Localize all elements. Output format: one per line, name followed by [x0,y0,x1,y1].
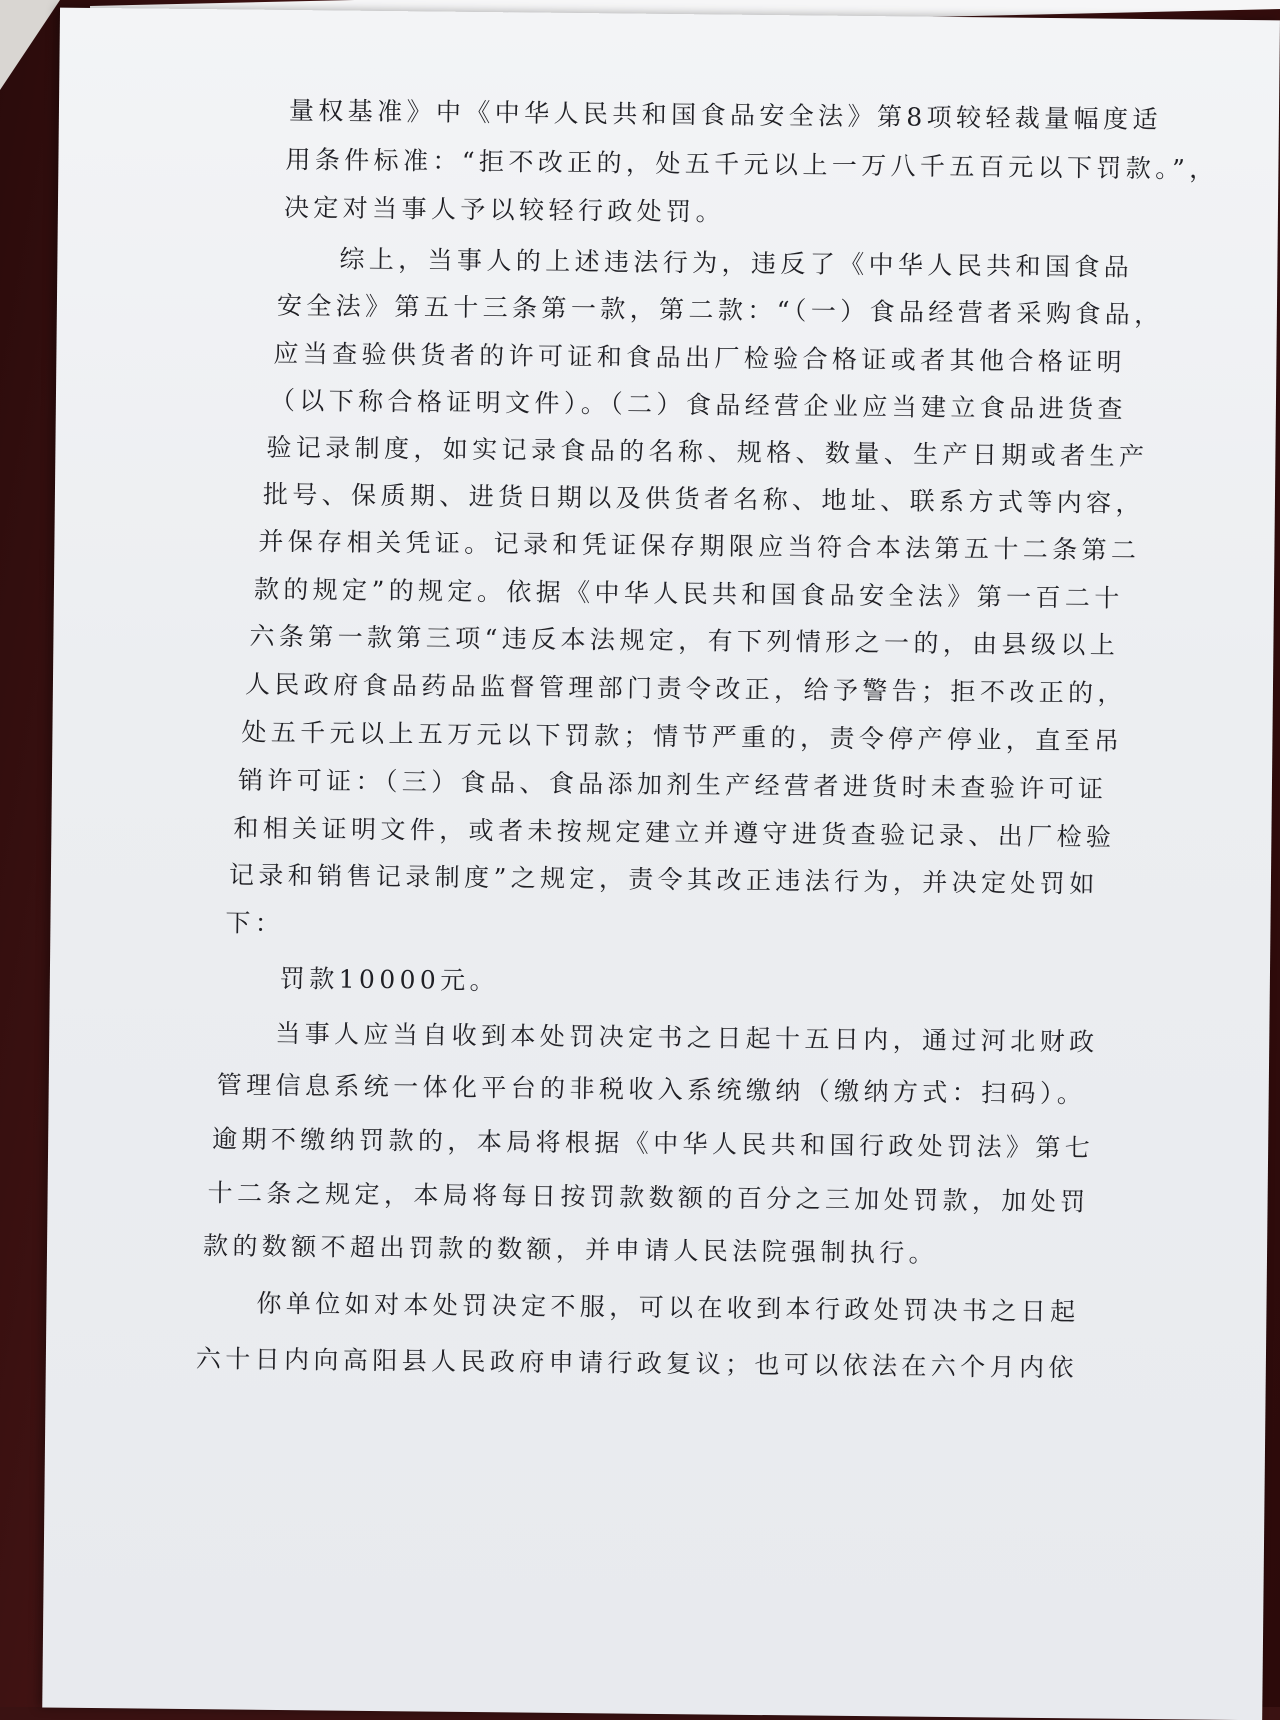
text-line: 安全法》第五十三条第一款，第二款：“（一）食品经营者采购食品， [276,290,1164,330]
text-line: 决定对当事人予以较轻行政处罚。 [283,192,726,227]
text-line: 验记录制度，如实记录食品的名称、规格、数量、生产日期或者生产 [266,432,1149,472]
text-line: 管理信息系统一体化平台的非税收入系统缴纳（缴纳方式：扫码）。 [216,1070,1087,1109]
text-line: 和相关证明文件，或者未按规定建立并遵守进货查验记录、出厂检验 [233,813,1116,852]
text-line: 款的规定”的规定。依据《中华人民共和国食品安全法》第一百二十 [253,574,1124,613]
text-line: 用条件标准：“拒不改正的，处五千元以上一万八千五百元以下罚款。”， [285,144,1219,184]
text-line: 你单位如对本处罚决定不服，可以在收到本行政处罚决书之日起 [256,1288,1080,1327]
text-line: 并保存相关凭证。记录和凭证保存期限应当符合本法第五十二条第二 [258,526,1141,565]
text-line: 综上，当事人的上述违法行为，违反了《中华人民共和国食品 [339,244,1134,282]
text-line: 量权基准》中《中华人民共和国食品安全法》第8项较轻裁量幅度适 [288,96,1162,135]
text-line: 应当查验供货者的许可证和食品出厂检验合格证或者其他合格证明 [273,338,1127,377]
text-line: 人民政府食品药品监督管理部门责令改正，给予警告；拒不改正的， [244,669,1128,708]
text-line: 当事人应当自收到本处罚决定书之日起十五日内，通过河北财政 [275,1018,1099,1057]
text-line: （以下称合格证明文件）。（二）食品经营企业应当建立食品进货查 [269,385,1128,424]
text-line: 下： [225,908,285,939]
text-line: 销许可证：（三）食品、食品添加剂生产经营者进货时未查验许可证 [237,765,1108,804]
text-line: 六十日内向高阳县人民政府申请行政复议；也可以依法在六个月内依 [195,1344,1079,1383]
text-line: 记录和销售记录制度”之规定，责令其改正违法行为，并决定处罚如 [228,860,1099,899]
background-object [0,0,60,90]
text-line: 处五千元以上五万元以下罚款；情节严重的，责令停产停业，直至吊 [241,717,1124,756]
document-page [42,8,1280,1720]
text-line: 罚款10000元。 [279,963,500,996]
text-line: 逾期不缴纳罚款的，本局将根据《中华人民共和国行政处罚法》第七 [212,1124,1095,1163]
text-line: 六条第一款第三项“违反本法规定，有下列情形之一的，由县级以上 [249,621,1120,660]
text-line: 批号、保质期、进货日期以及供货者名称、地址、联系方式等内容， [262,479,1146,518]
text-line: 十二条之规定，本局将每日按罚款数额的百分之三加处罚款，加处罚 [207,1178,1090,1217]
text-line: 款的数额不超出罚款的数额，并申请人民法院强制执行。 [202,1231,939,1268]
